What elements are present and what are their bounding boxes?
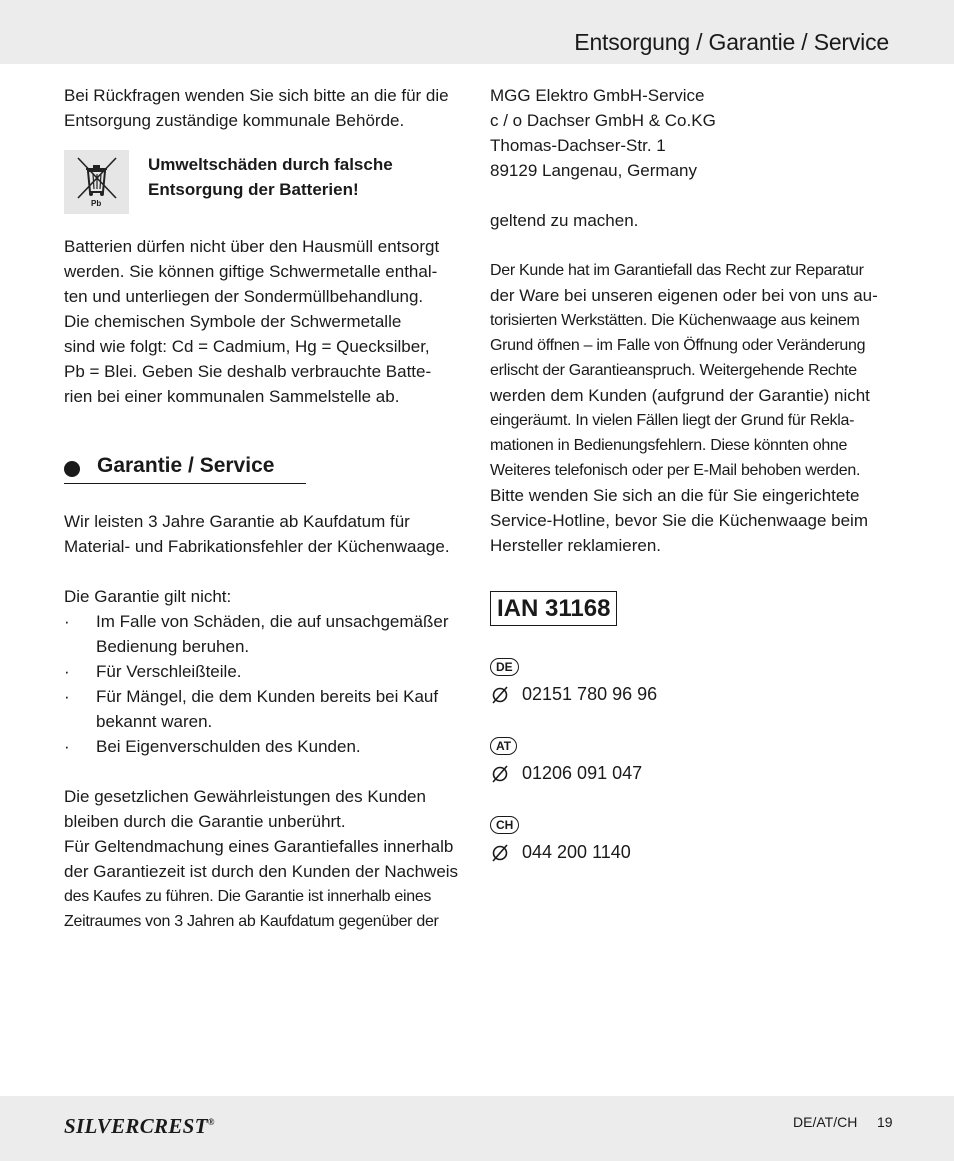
battery-line: werden. Sie können giftige Schwermetalle enthal-	[64, 262, 438, 281]
bullet-mark: ·	[64, 662, 70, 681]
repair-line: torisierten Werkstätten. Die Küchenwaage aus keinem	[490, 312, 860, 329]
registered-mark: ®	[207, 1117, 215, 1127]
repair-line: Grund öffnen – im Falle von Öffnung oder Veränderung	[490, 337, 866, 354]
legal-line: Die gesetzlichen Gewährleistungen des Kunden	[64, 787, 426, 806]
list-item-line: Für Mängel, die dem Kunden bereits bei Kauf	[96, 687, 439, 706]
address-line: 89129 Langenau, Germany	[490, 161, 697, 180]
address-line: Thomas-Dachser-Str. 1	[490, 136, 666, 155]
footer-languages: DE/AT/CH	[793, 1114, 858, 1130]
page-title: Entsorgung / Garantie / Service	[574, 29, 889, 55]
bullet-mark: ·	[64, 612, 70, 631]
battery-line: Pb = Blei. Geben Sie deshalb verbrauchte Batte-	[64, 362, 432, 381]
intro-line: Bei Rückfragen wenden Sie sich bitte an die für die	[64, 86, 449, 105]
address-line: MGG Elektro GmbH-Service	[490, 86, 705, 105]
left-column	[64, 83, 464, 934]
legal-line: Für Geltendmachung eines Garantiefalles innerhalb	[64, 837, 454, 856]
hotline-number[interactable]: 02151 780 96 96	[522, 684, 658, 704]
bullet-mark: ·	[64, 737, 70, 756]
warning-line: Entsorgung der Batterien!	[148, 180, 359, 199]
repair-line: Service-Hotline, bevor Sie die Küchenwaage beim	[490, 511, 868, 530]
address-line: c / o Dachser GmbH & Co.KG	[490, 111, 716, 130]
country-row	[490, 811, 890, 836]
list-item-line: Bei Eigenverschulden des Kunden.	[96, 737, 361, 756]
list-item	[64, 684, 464, 734]
list-item-line: Bedienung beruhen.	[96, 637, 250, 656]
repair-line: Hersteller reklamieren.	[490, 536, 661, 555]
phone-icon	[490, 842, 510, 862]
battery-line: sind wie folgt: Cd = Cadmium, Hg = Quecksilber,	[64, 337, 430, 356]
list-item	[64, 609, 464, 659]
section-title: Garantie / Service	[97, 454, 275, 477]
section-heading	[64, 453, 464, 485]
repair-line: Weiteres telefonisch oder per E-Mail behoben werden.	[490, 462, 861, 479]
repair-line: Bitte wenden Sie sich an die für Sie eingerichtete	[490, 486, 860, 505]
battery-line: rien bei einer kommunalen Sammelstelle ab.	[64, 387, 400, 406]
right-column	[490, 83, 890, 890]
heading-underline	[64, 483, 306, 484]
list-item-line: Für Verschleißteile.	[96, 662, 242, 681]
crossed-bin-icon	[64, 150, 129, 214]
bullet-mark: ·	[64, 687, 70, 706]
legal-line: Zeitraumes von 3 Jahren ab Kaufdatum gegenüber der	[64, 913, 439, 930]
country-badge: AT	[490, 737, 517, 755]
warranty-line: Material- und Fabrikationsfehler der Küchenwaage.	[64, 537, 450, 556]
continuation-text: geltend zu machen.	[490, 211, 639, 230]
hotline-row	[490, 761, 890, 786]
brand-crest: CREST	[139, 1114, 208, 1138]
repair-line: der Ware bei unseren eigenen oder bei von uns au-	[490, 286, 878, 305]
exclusions-title: Die Garantie gilt nicht:	[64, 587, 232, 606]
warning-line: Umweltschäden durch falsche	[148, 155, 393, 174]
legal-line: der Garantiezeit ist durch den Kunden der Nachweis	[64, 862, 459, 881]
brand-silver: SILVER	[64, 1114, 140, 1138]
repair-line: Der Kunde hat im Garantiefall das Recht zur Reparatur	[490, 262, 864, 279]
list-item-line: bekannt waren.	[96, 712, 213, 731]
phone-icon	[490, 763, 510, 783]
hotline-number[interactable]: 01206 091 047	[522, 763, 643, 783]
bullet-dot-icon	[64, 461, 80, 477]
legal-line: des Kaufes zu führen. Die Garantie ist innerhalb eines	[64, 888, 432, 905]
ian-number: IAN 31168	[490, 591, 617, 626]
hotline-row	[490, 840, 890, 865]
warning-text	[148, 152, 464, 202]
country-row	[490, 653, 890, 678]
list-item-line: Im Falle von Schäden, die auf unsachgemäßer	[96, 612, 449, 631]
repair-line: erlischt der Garantieanspruch. Weitergehende Rechte	[490, 362, 857, 379]
pb-label: Pb	[91, 199, 102, 208]
list-item	[64, 659, 464, 684]
battery-warning	[64, 150, 464, 224]
hotline-number[interactable]: 044 200 1140	[522, 842, 631, 862]
page-number: 19	[877, 1114, 893, 1130]
country-row	[490, 732, 890, 757]
repair-line: mationen in Bedienungsfehlern. Diese könnten ohne	[490, 437, 848, 454]
legal-line: bleiben durch die Garantie unberührt.	[64, 812, 346, 831]
country-badge: DE	[490, 658, 519, 676]
warranty-line: Wir leisten 3 Jahre Garantie ab Kaufdatum für	[64, 512, 410, 531]
list-item	[64, 734, 464, 759]
battery-line: Batterien dürfen nicht über den Hausmüll entsorgt	[64, 237, 440, 256]
phone-icon	[490, 684, 510, 704]
intro-line: Entsorgung zuständige kommunale Behörde.	[64, 111, 405, 130]
repair-line: eingeräumt. In vielen Fällen liegt der Grund für Rekla-	[490, 412, 855, 429]
battery-line: Die chemischen Symbole der Schwermetalle	[64, 312, 402, 331]
country-badge: CH	[490, 816, 519, 834]
repair-line: werden dem Kunden (aufgrund der Garantie) nicht	[490, 386, 870, 405]
battery-line: ten und unterliegen der Sondermüllbehandlung.	[64, 287, 424, 306]
hotline-row	[490, 682, 890, 707]
brand-logo	[64, 1114, 215, 1139]
